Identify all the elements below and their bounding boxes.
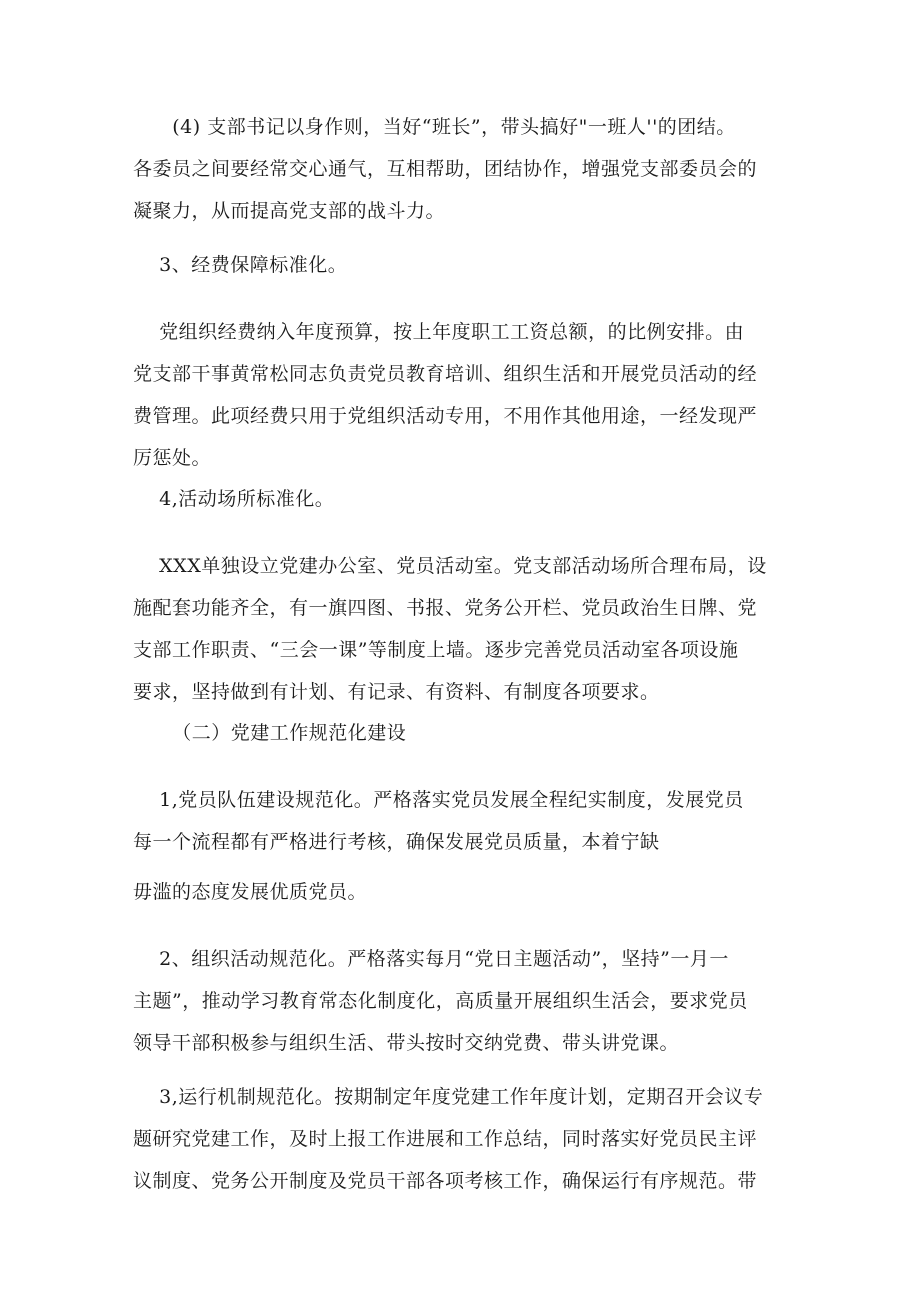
section-heading-standardized-party-building [133,712,787,754]
text-line: 费管理。此项经费只用于党组织活动专用，不用作其他用途，一经发现严 [133,405,758,427]
text-line: 3、经费保障标准化。 [133,254,348,276]
heading-funding-standardization [133,244,787,286]
paragraph-venue [133,545,787,713]
text-line: 要求，坚持做到有计划、有记录、有资料、有制度各项要求。 [133,681,660,703]
paragraph-member-team [133,779,787,863]
text-line: 支部工作职责、“三会一课”等制度上墙。逐步完善党员活动室各项设施 [133,639,739,661]
text-line: 凝聚力，从而提高党支部的战斗力。 [133,200,446,222]
paragraph-member-team-continued [133,871,787,913]
text-line: XXX单独设立党建办公室、党员活动室。党支部活动场所合理布局，设 [133,555,767,577]
paragraph-funding [133,311,787,479]
text-line: 施配套功能齐全，有一旗四图、书报、党务公开栏、党员政治生日牌、党 [133,597,758,619]
text-line: 4,活动场所标准化。 [133,488,335,510]
text-line: 1,党员队伍建设规范化。严格落实党员发展全程纪实制度，发展党员 [133,789,744,811]
text-line: 2、组织活动规范化。严格落实每月“党日主题活动”，坚持”一月一 [133,948,729,970]
heading-venue-standardization [133,478,787,520]
text-line: （二）党建工作规范化建设 [133,722,407,744]
paragraph-organizational-activities [133,938,787,1064]
text-line: 每一个流程都有严格进行考核，确保发展党员质量，本着宁缺 [133,831,660,853]
text-line: (4) 支部书记以身作则，当好“班长”，带头搞好"一班人''的团结。 [133,116,736,138]
text-line: 议制度、党务公开制度及党员干部各项考核工作，确保运行有序规范。带 [133,1170,758,1192]
text-line: 厉惩处。 [133,447,212,469]
text-line: 各委员之间要经常交心通气，互相帮助，团结协作，增强党支部委员会的 [133,158,758,180]
text-line: 党支部干事黄常松同志负责党员教育培训、组织生活和开展党员活动的经 [133,363,758,385]
paragraph-operating-mechanism [133,1076,787,1202]
text-line: 领导干部积极参与组织生活、带头按时交纳党费、带头讲党课。 [133,1032,680,1054]
text-line: 主题”，推动学习教育常态化制度化，高质量开展组织生活会，要求党员 [133,990,748,1012]
paragraph-secretary-role [133,106,787,232]
text-line: 毋滥的态度发展优质党员。 [133,881,368,903]
text-line: 党组织经费纳入年度预算，按上年度职工工资总额，的比例安排。由 [133,321,745,343]
text-line: 题研究党建工作，及时上报工作进展和工作总结，同时落实好党员民主评 [133,1128,758,1150]
text-line: 3,运行机制规范化。按期制定年度党建工作年度计划，定期召开会议专 [133,1086,764,1108]
